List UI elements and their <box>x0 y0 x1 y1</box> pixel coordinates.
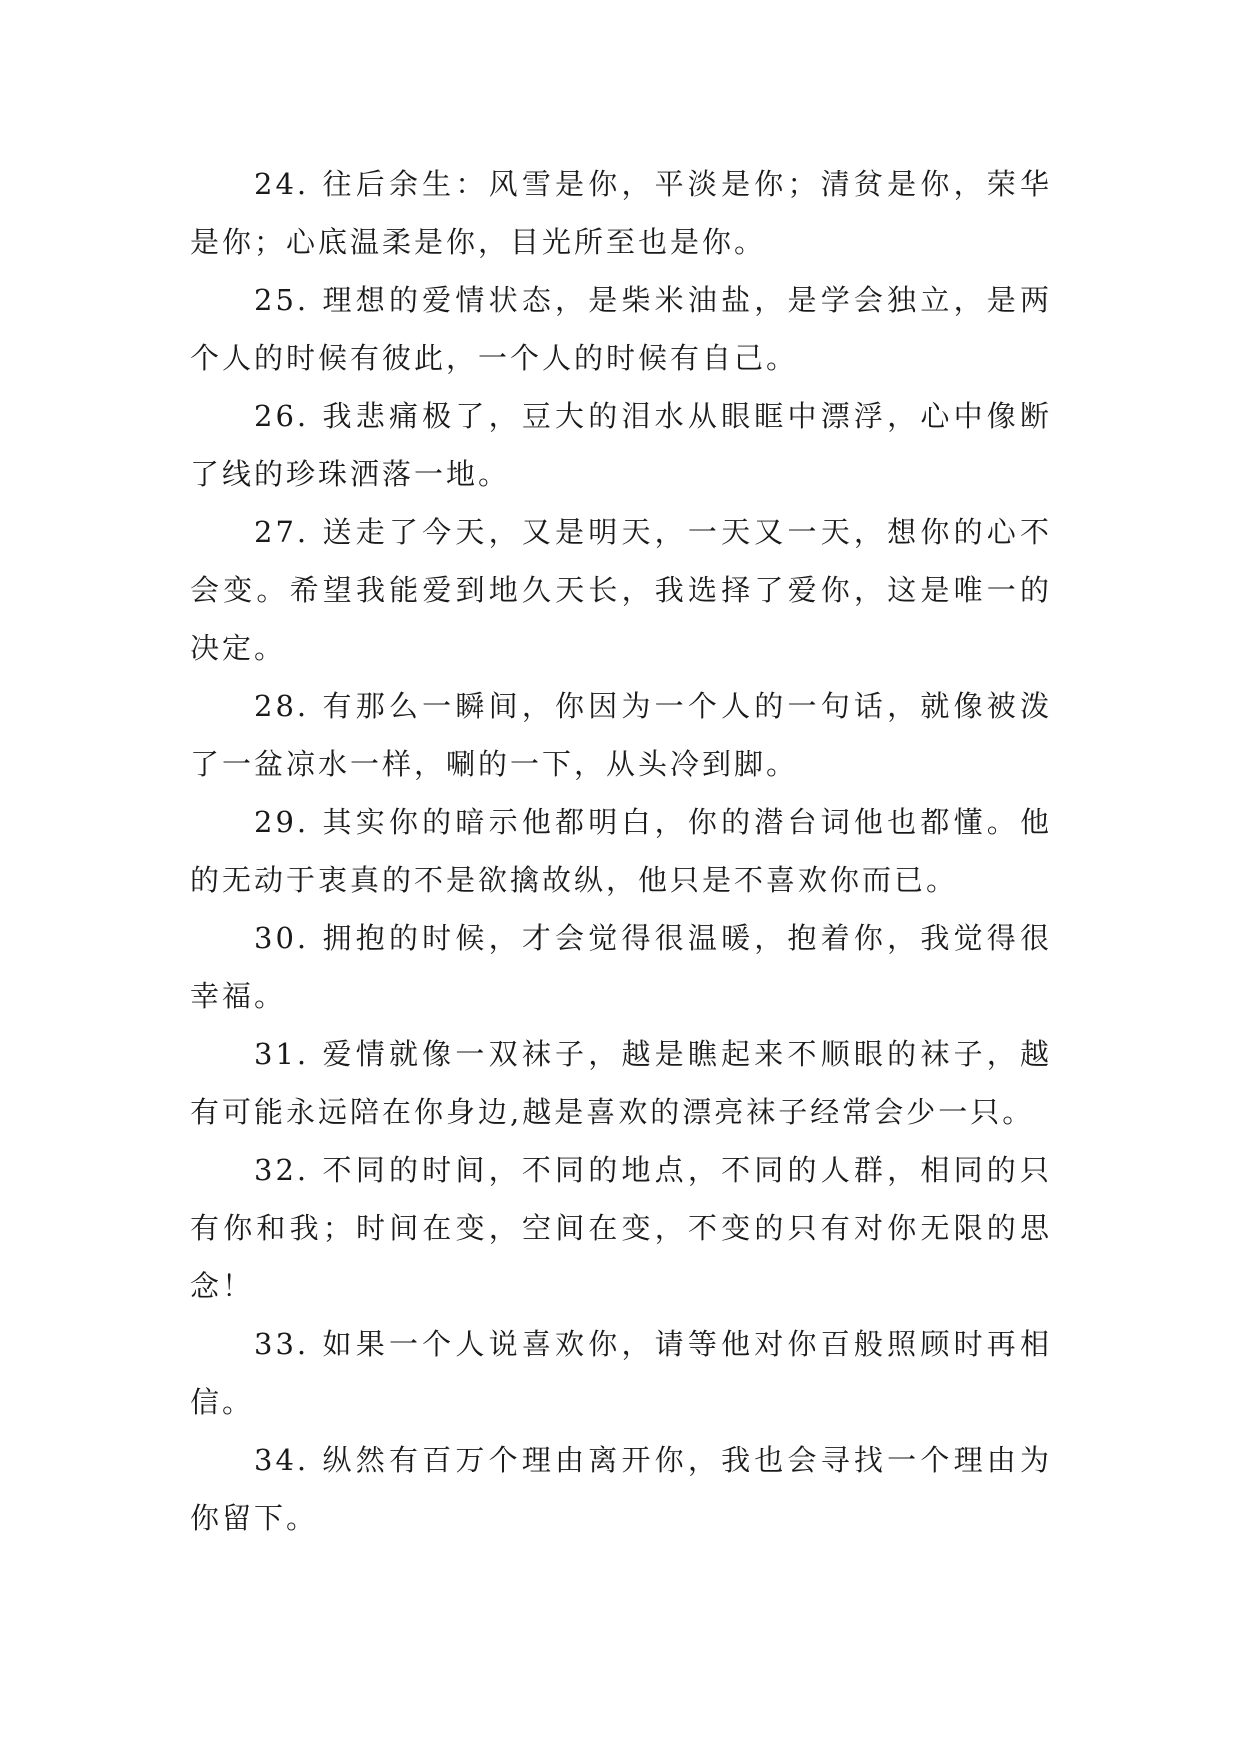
paragraph-26: 26. 我悲痛极了，豆大的泪水从眼眶中漂浮，心中像断了线的珍珠洒落一地。 <box>190 399 1052 491</box>
paragraph-32: 32. 不同的时间，不同的地点，不同的人群，相同的只有你和我；时间在变，空间在变，不变的只有对你无限的思念！ <box>190 1153 1052 1303</box>
paragraph-27: 27. 送走了今天，又是明天，一天又一天，想你的心不会变。希望我能爱到地久天长，我选择了爱你，这是唯一的决定。 <box>190 515 1052 665</box>
paragraph-29: 29. 其实你的暗示他都明白，你的潜台词他也都懂。他的无动于衷真的不是欲擒故纵，他只是不喜欢你而已。 <box>190 805 1052 897</box>
paragraph-25: 25. 理想的爱情状态，是柴米油盐，是学会独立，是两个人的时候有彼此，一个人的时候有自己。 <box>190 283 1052 375</box>
paragraph-34: 34. 纵然有百万个理由离开你，我也会寻找一个理由为你留下。 <box>190 1443 1052 1535</box>
paragraph-33: 33. 如果一个人说喜欢你，请等他对你百般照顾时再相信。 <box>190 1327 1052 1419</box>
paragraph-28: 28. 有那么一瞬间，你因为一个人的一句话，就像被泼了一盆凉水一样，唰的一下，从头冷到脚。 <box>190 689 1052 781</box>
paragraph-31: 31. 爱情就像一双袜子，越是瞧起来不顺眼的袜子，越有可能永远陪在你身边,越是喜欢的漂亮袜子经常会少一只。 <box>190 1037 1052 1129</box>
document-body <box>190 155 1052 1547</box>
paragraph-30: 30. 拥抱的时候，才会觉得很温暖，抱着你，我觉得很幸福。 <box>190 921 1052 1013</box>
paragraph-24: 24. 往后余生：风雪是你，平淡是你；清贫是你，荣华是你；心底温柔是你，目光所至也是你。 <box>190 167 1052 259</box>
